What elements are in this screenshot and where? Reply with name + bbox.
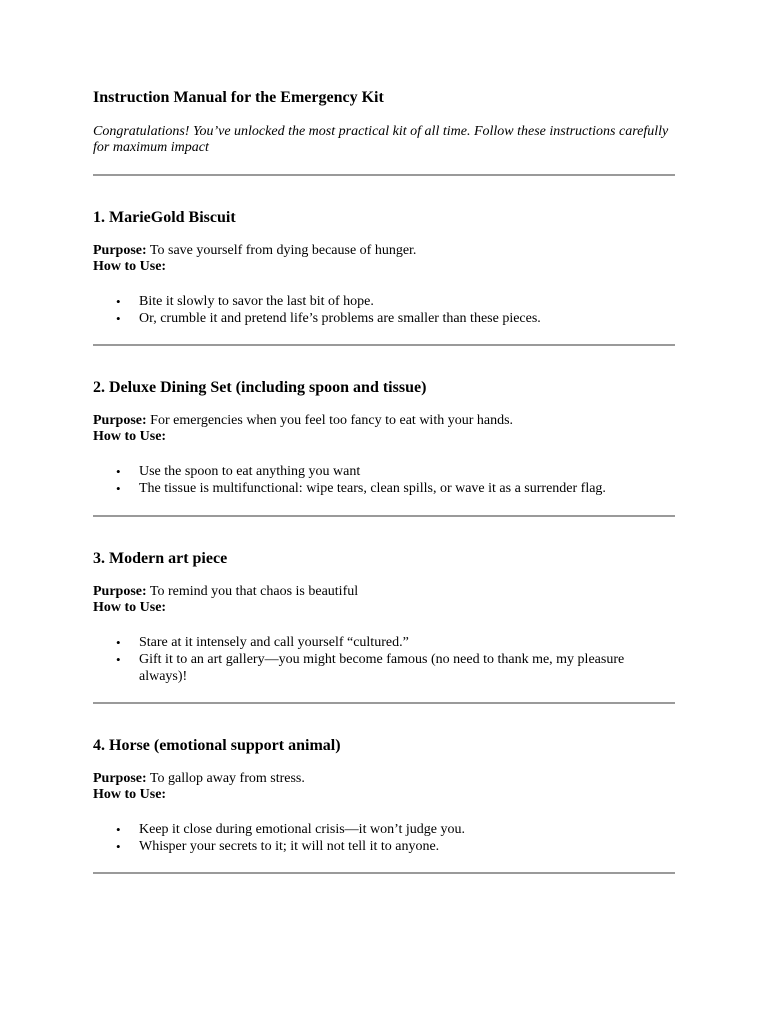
purpose-line [93, 584, 358, 600]
purpose-label: Purpose: [93, 771, 147, 786]
document-title: Instruction Manual for the Emergency Kit [93, 89, 384, 106]
purpose-line [93, 413, 513, 429]
bullet-text: The tissue is multifunctional: wipe tears, clean spills, or wave it as a surrender flag. [139, 481, 606, 496]
bullet-icon: • [116, 822, 121, 837]
purpose-text: To gallop away from stress. [149, 771, 305, 786]
how-to-use-label: How to Use: [93, 429, 167, 444]
purpose-text: To remind you that chaos is beautiful [149, 584, 359, 599]
list-item [93, 821, 639, 838]
bullet-text: Gift it to an art gallery—you might become famous (no need to thank me, my pleasure always)! [139, 652, 625, 684]
bullet-list [93, 634, 675, 685]
divider [93, 702, 675, 704]
purpose-line [93, 771, 305, 787]
bullet-text: Use the spoon to eat anything you want [139, 464, 361, 479]
purpose-label: Purpose: [93, 413, 147, 428]
section-title: 4. Horse (emotional support animal) [93, 737, 341, 754]
bullet-text: Whisper your secrets to it; it will not tell it to anyone. [139, 839, 440, 854]
list-item [93, 651, 639, 685]
list-item [93, 310, 639, 327]
bullet-list [93, 293, 675, 327]
section-title: 1. MarieGold Biscuit [93, 209, 236, 226]
list-item [93, 838, 639, 855]
divider [93, 515, 675, 517]
bullet-list [93, 821, 675, 855]
section-title: 2. Deluxe Dining Set (including spoon and tissue) [93, 379, 427, 396]
bullet-text: Bite it slowly to savor the last bit of hope. [139, 294, 374, 309]
list-item [93, 293, 639, 310]
bullet-text: Keep it close during emotional crisis—it won’t judge you. [139, 822, 465, 837]
purpose-line [93, 243, 416, 259]
how-to-use-label: How to Use: [93, 259, 167, 274]
bullet-icon: • [116, 481, 121, 496]
bullet-text: Or, crumble it and pretend life’s problems are smaller than these pieces. [139, 311, 541, 326]
purpose-label: Purpose: [93, 243, 147, 258]
list-item [93, 463, 639, 480]
bullet-icon: • [116, 635, 121, 650]
bullet-icon: • [116, 311, 121, 326]
divider [93, 344, 675, 346]
section-title: 3. Modern art piece [93, 550, 228, 567]
bullet-list [93, 463, 675, 497]
how-to-use-label: How to Use: [93, 600, 167, 615]
how-to-use-label: How to Use: [93, 787, 167, 802]
divider [93, 872, 675, 874]
purpose-text: For emergencies when you feel too fancy to eat with your hands. [150, 413, 514, 428]
bullet-icon: • [116, 652, 121, 667]
list-item [93, 480, 639, 497]
bullet-icon: • [116, 294, 121, 309]
intro-text: Congratulations! You’ve unlocked the most practical kit of all time. Follow these instructions carefully for maximum impact [93, 124, 669, 155]
bullet-icon: • [116, 464, 121, 479]
bullet-text: Stare at it intensely and call yourself “cultured.” [139, 635, 409, 650]
purpose-text: To save yourself from dying because of hunger. [149, 243, 417, 258]
purpose-label: Purpose: [93, 584, 147, 599]
bullet-icon: • [116, 839, 121, 854]
list-item [93, 634, 639, 651]
divider [93, 174, 675, 176]
